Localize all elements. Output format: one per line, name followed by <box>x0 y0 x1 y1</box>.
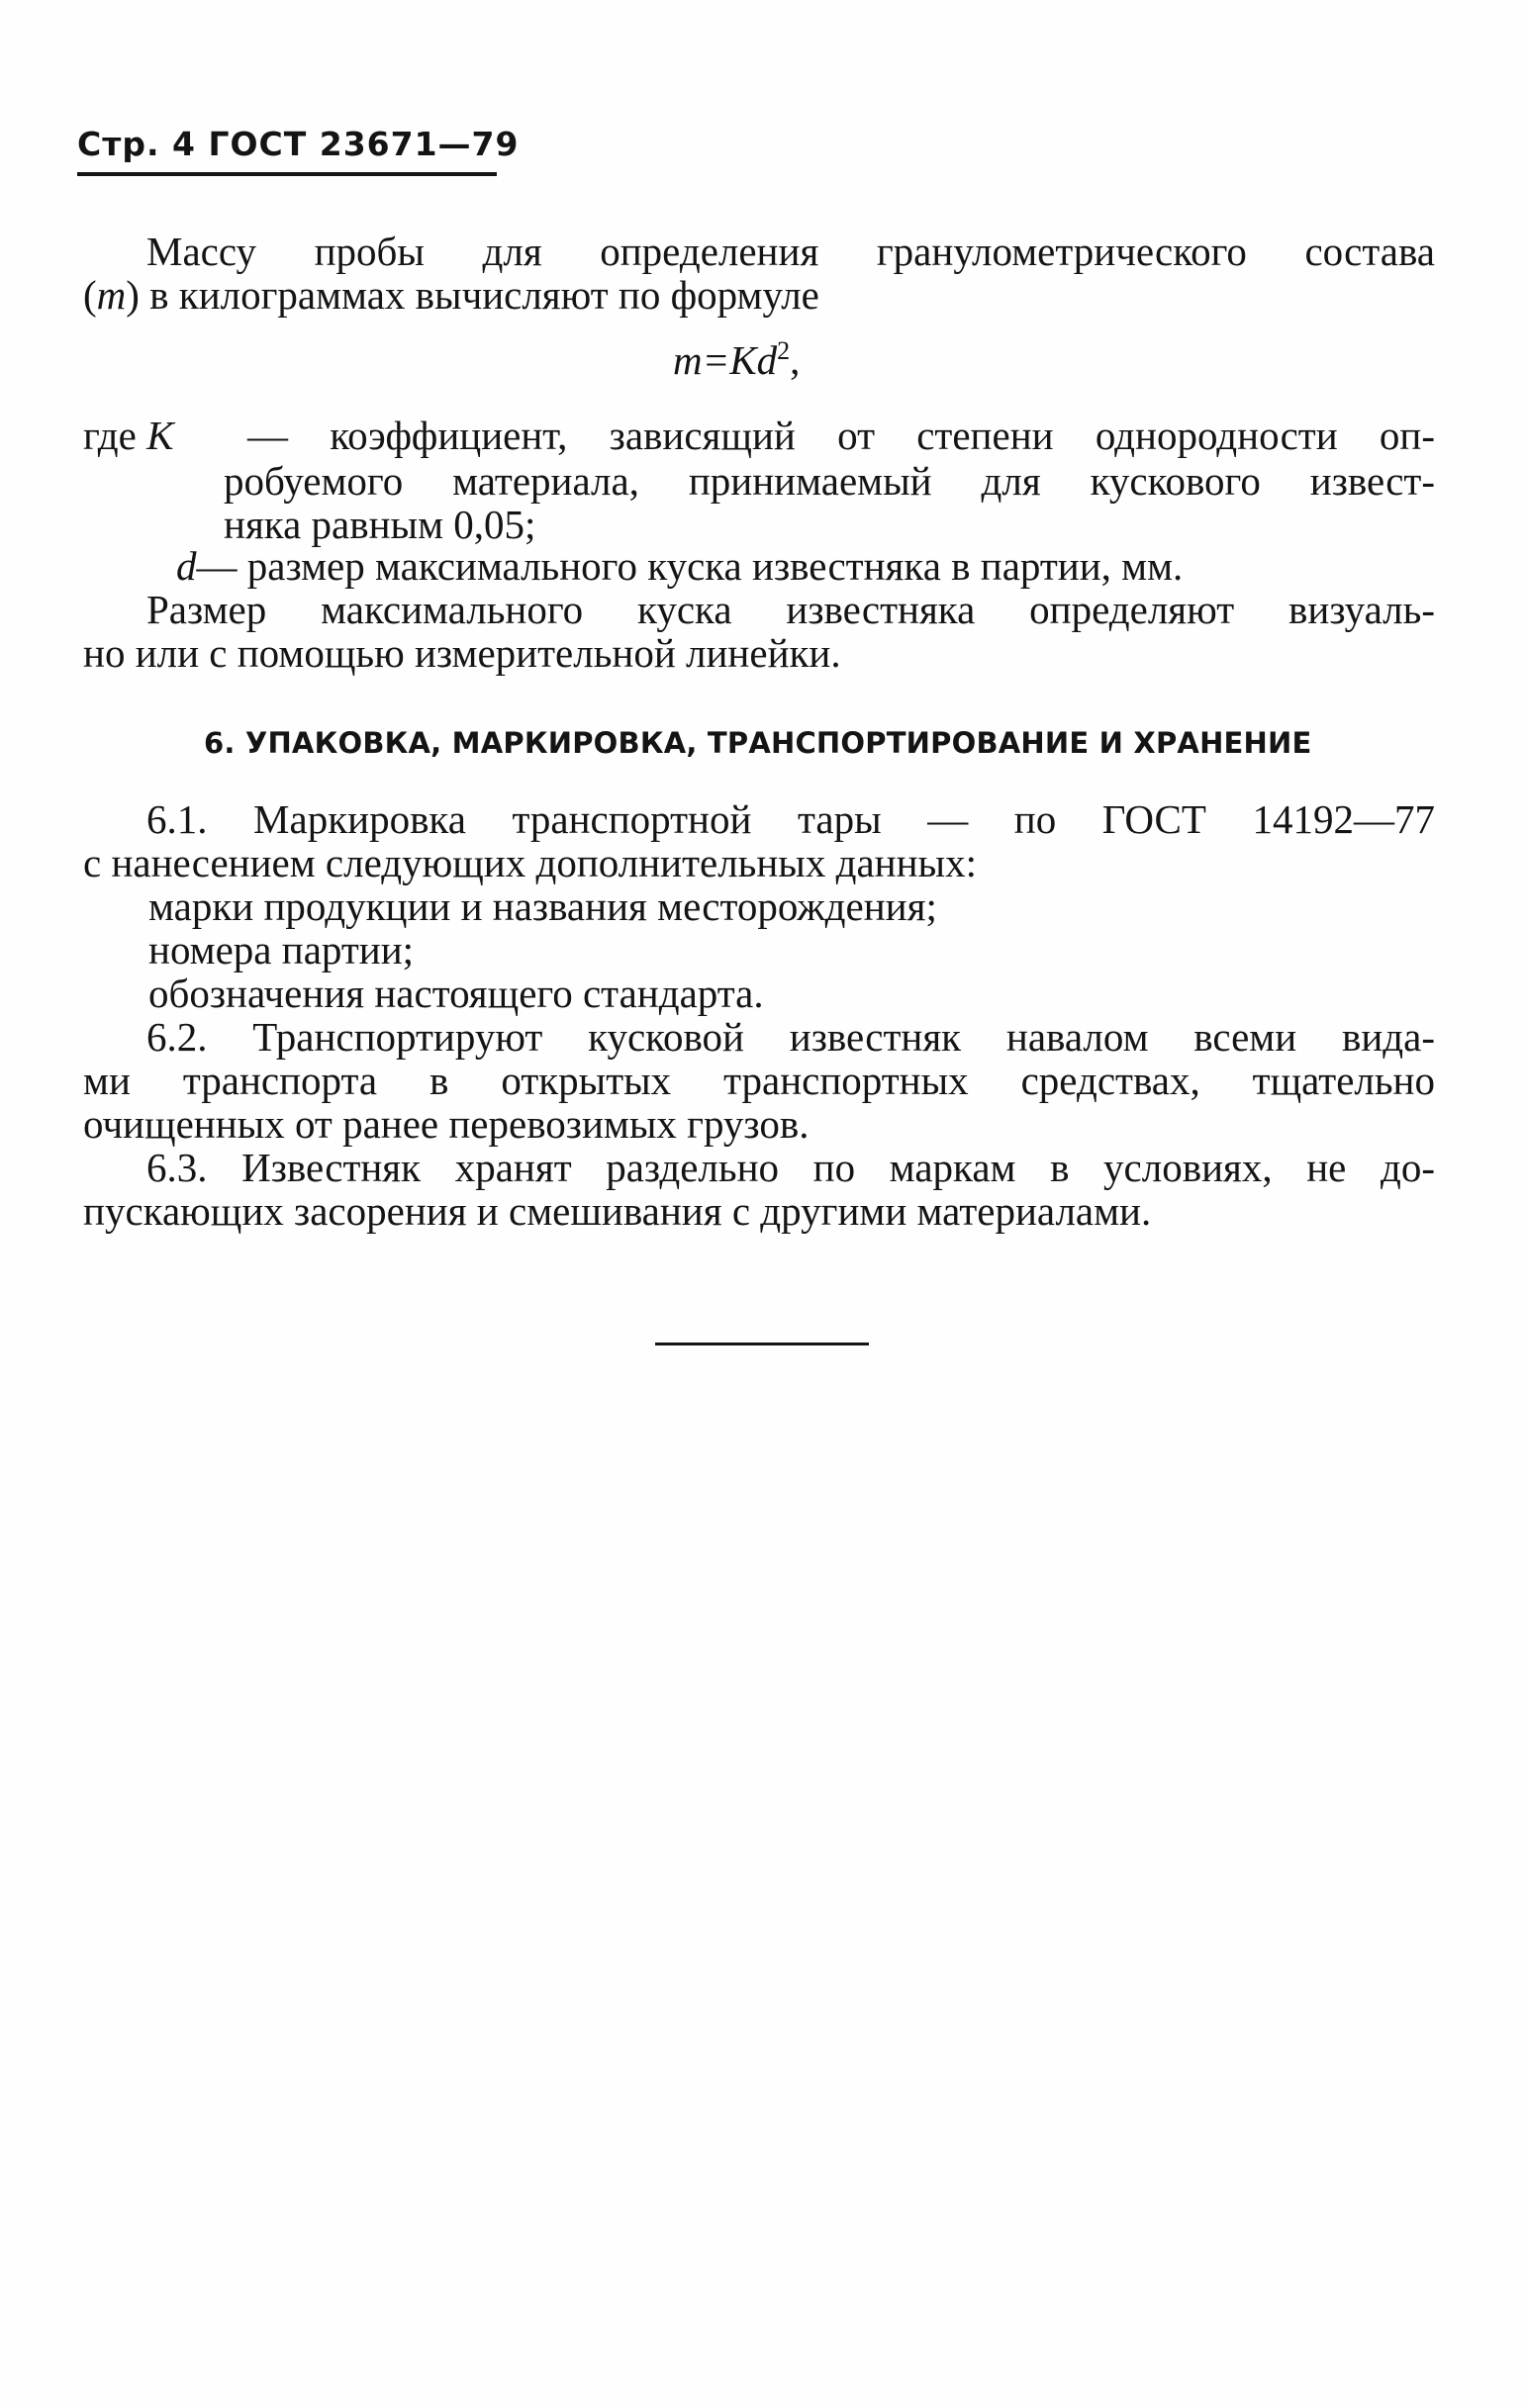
intro-line-1: Массу пробы для определения гранулометрического состава <box>146 229 1435 274</box>
clause-6-2-line-3: очищенных от ранее перевозимых грузов. <box>83 1101 810 1147</box>
clause-6-2-line-1: 6.2. Транспортируют кусковой известняк навалом всеми вида- <box>146 1014 1435 1060</box>
clause-6-1-line-1: 6.1. Маркировка транспортной тары — по ГОСТ 14192—77 <box>146 796 1435 842</box>
definition-k-line-1: — коэффициент, зависящий от степени однородности оп- <box>247 413 1435 458</box>
formula: $m=Kd^2$, <box>673 336 801 383</box>
end-rule <box>655 1343 869 1345</box>
definition-k-prefix: где K <box>83 413 174 458</box>
clause-6-1-line-2: с нанесением следующих дополнительных данных: <box>83 840 977 885</box>
section-heading: 6. УПАКОВКА, МАРКИРОВКА, ТРАНСПОРТИРОВАНИЕ И ХРАНЕНИЕ <box>204 726 1312 760</box>
size-paragraph-line-2: но или с помощью измерительной линейки. <box>83 630 841 676</box>
clause-6-1-item-2: номера партии; <box>148 927 415 972</box>
definition-k-line-3: няка равным 0,05; <box>224 502 536 547</box>
clause-6-1-item-3: обозначения настоящего стандарта. <box>148 971 764 1016</box>
clause-6-3-line-1: 6.3. Известняк хранят раздельно по маркам в условиях, не до- <box>146 1145 1435 1190</box>
intro-line-2: (m) в килограммах вычисляют по формуле <box>83 272 819 318</box>
definition-d: d— размер максимального куска известняка в партии, мм. <box>176 543 1184 589</box>
clause-6-1-item-1: марки продукции и названия месторождения; <box>148 883 937 929</box>
header-rule <box>77 172 497 176</box>
clause-6-3-line-2: пускающих засорения и смешивания с другими материалами. <box>83 1188 1152 1234</box>
clause-6-2-line-2: ми транспорта в открытых транспортных средствах, тщательно <box>83 1058 1435 1103</box>
definition-k-line-2: робуемого материала, принимаемый для кускового извест- <box>224 458 1435 504</box>
page-header: Стр. 4 ГОСТ 23671—79 <box>77 125 520 163</box>
size-paragraph-line-1: Размер максимального куска известняка определяют визуаль- <box>146 587 1435 632</box>
